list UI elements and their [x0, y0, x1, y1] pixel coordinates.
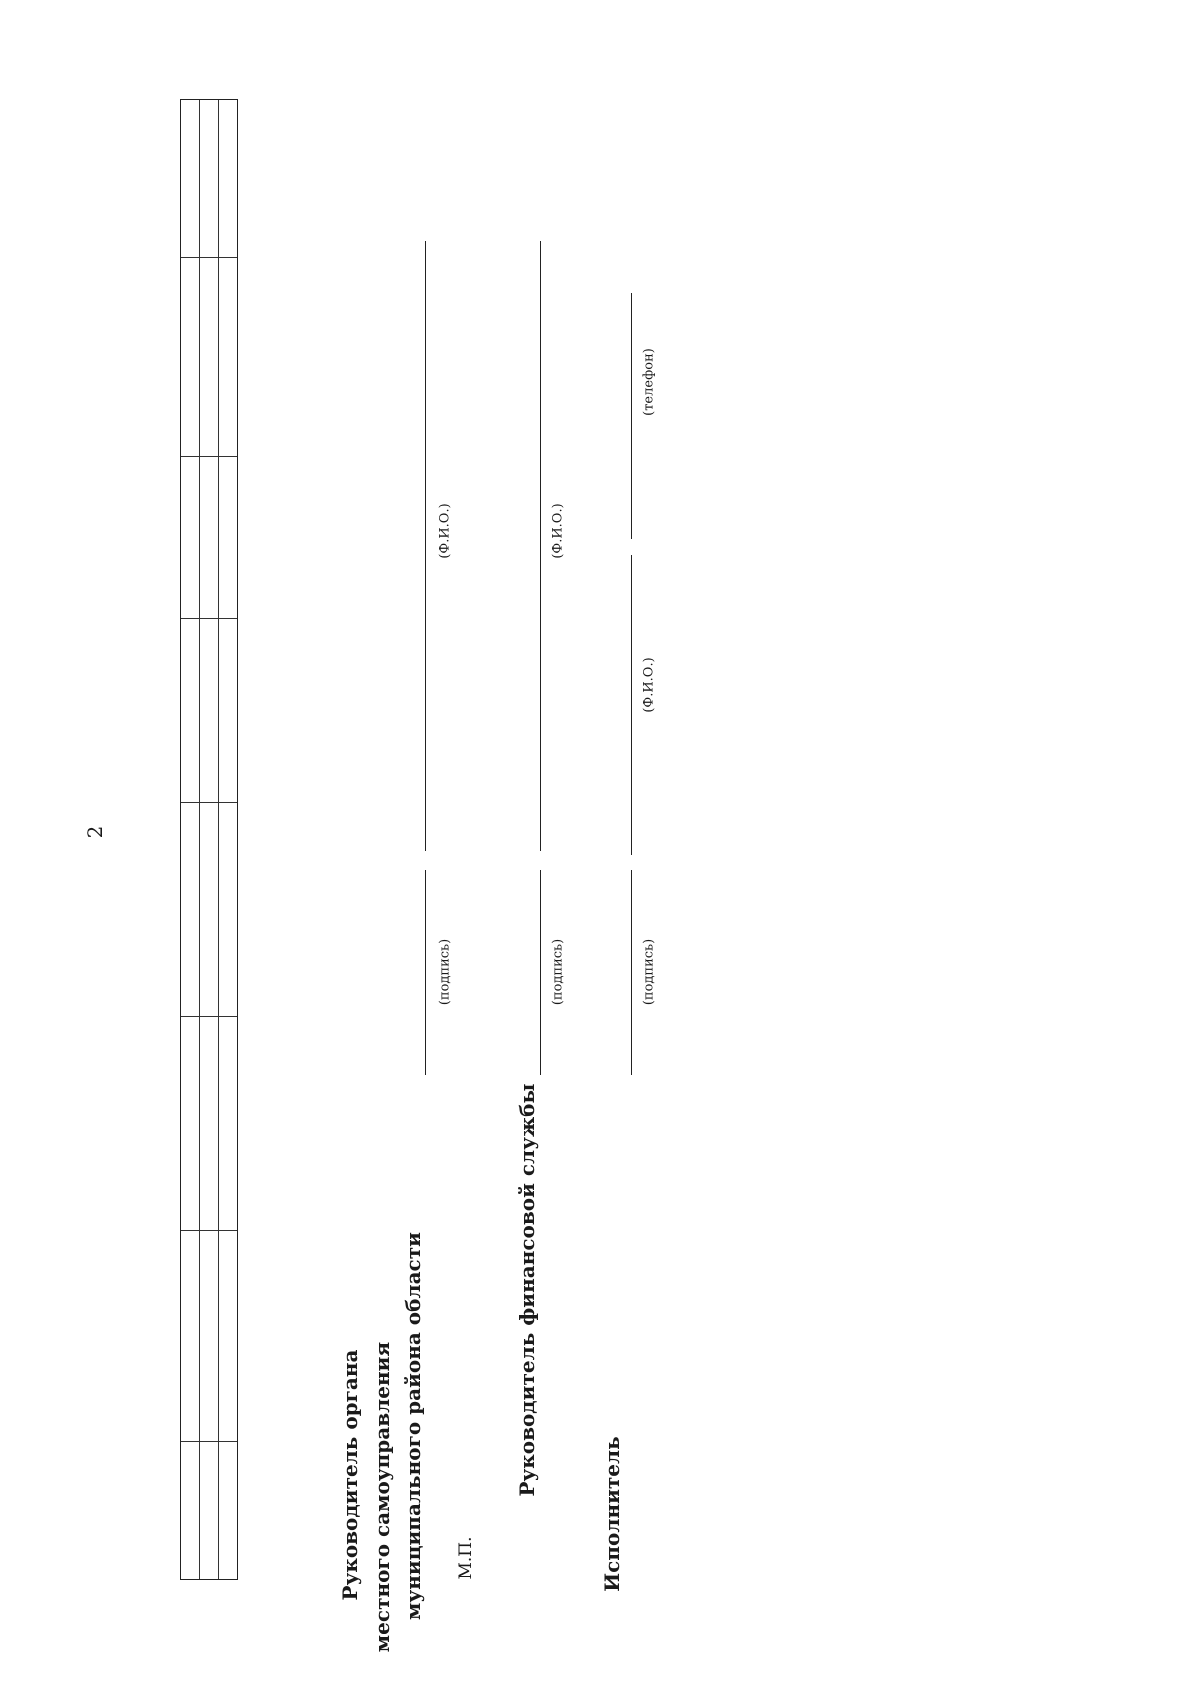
head-title-line1: Руководитель органа: [338, 1349, 362, 1601]
table-row-divider: [181, 1016, 237, 1017]
finance-name-line: [540, 241, 541, 851]
table-column-divider: [218, 100, 219, 1579]
executor-name-caption: (Ф.И.О.): [641, 657, 657, 713]
head-signature-caption: (подпись): [437, 938, 453, 1006]
stamp-label: М.П.: [456, 1536, 476, 1580]
executor-phone-caption: (телефон): [641, 348, 657, 416]
head-signature-line: [425, 870, 426, 1075]
head-name-line: [425, 241, 426, 851]
head-name-caption: (Ф.И.О.): [437, 503, 453, 559]
finance-signature-caption: (подпись): [550, 938, 566, 1006]
page-number: 2: [83, 825, 107, 839]
data-table: [180, 99, 238, 1580]
table-row-divider: [181, 1441, 237, 1442]
table-row-divider: [181, 618, 237, 619]
table-row-divider: [181, 1230, 237, 1231]
executor-name-line: [631, 555, 632, 855]
executor-phone-line: [631, 293, 632, 539]
executor-title: Исполнитель: [600, 1436, 624, 1592]
head-title-line3: муниципального района области: [401, 1232, 425, 1620]
table-row-divider: [181, 257, 237, 258]
executor-signature-line: [631, 870, 632, 1075]
finance-signature-line: [540, 870, 541, 1075]
executor-signature-caption: (подпись): [641, 938, 657, 1006]
table-row-divider: [181, 802, 237, 803]
table-column-divider: [199, 100, 200, 1579]
finance-title: Руководитель финансовой службы: [515, 1083, 539, 1497]
table-row-divider: [181, 456, 237, 457]
finance-name-caption: (Ф.И.О.): [550, 503, 566, 559]
head-title-line2: местного самоуправления: [370, 1341, 394, 1653]
